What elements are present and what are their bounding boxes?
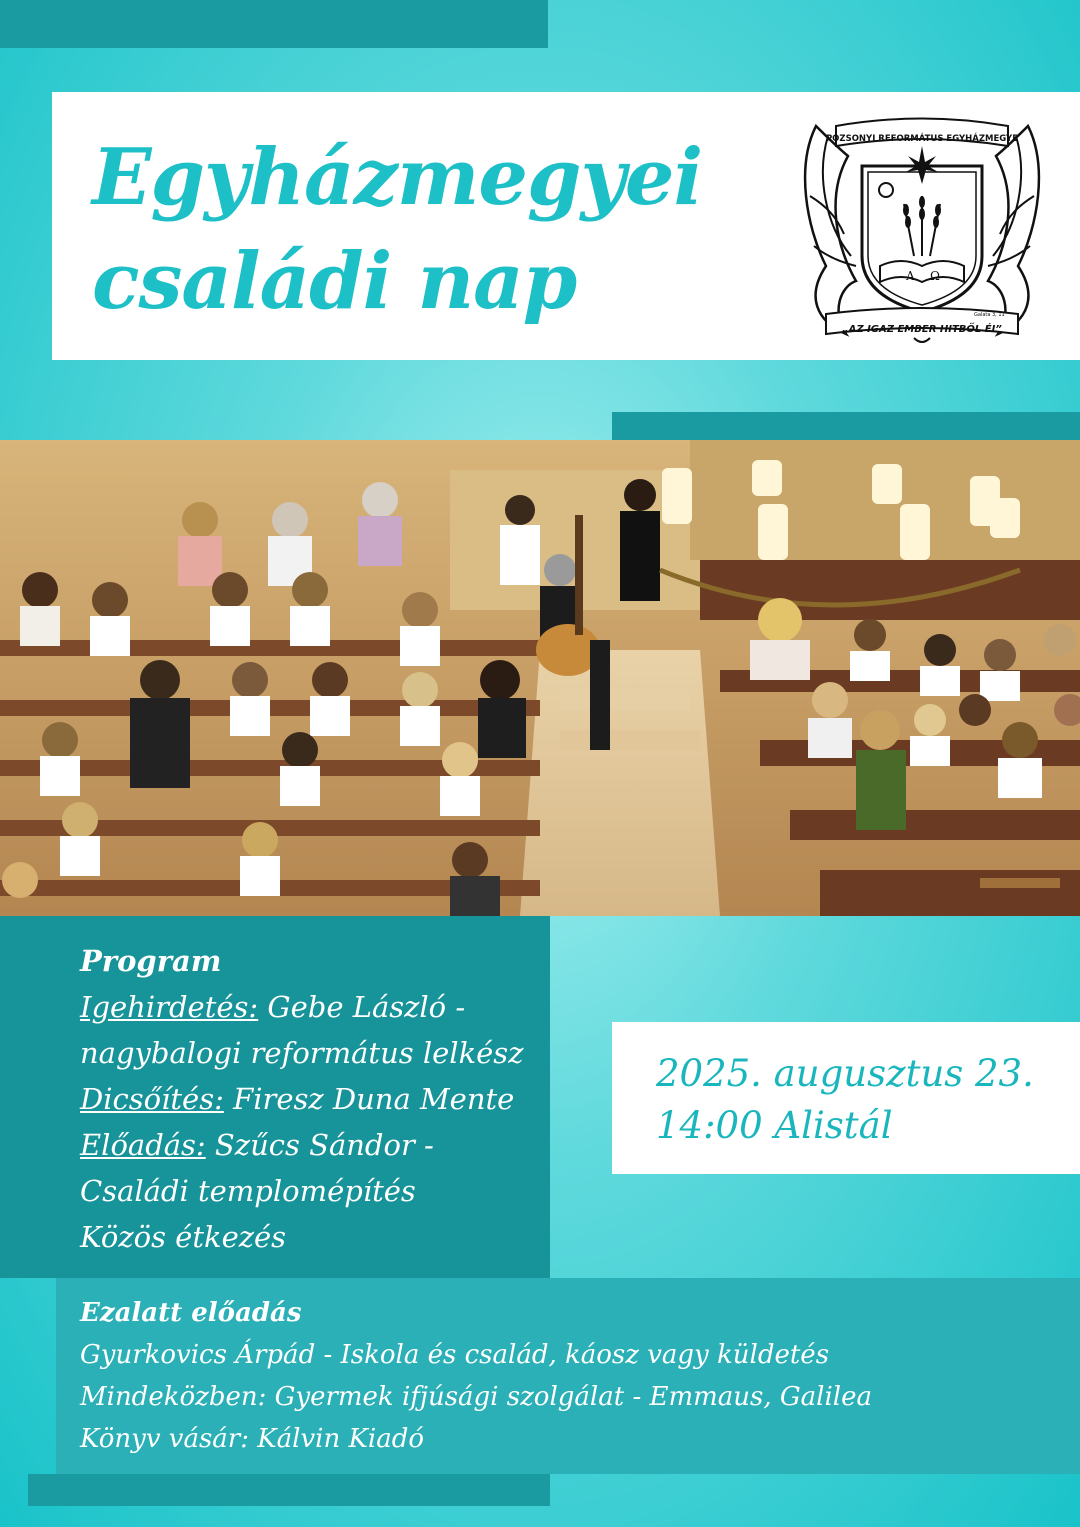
- title-line-1: Egyházmegyei: [92, 132, 703, 223]
- event-time-place: 14:00 Alistál: [656, 1104, 893, 1147]
- program-label: Igehirdetés:: [80, 990, 259, 1024]
- extra-panel: [56, 1278, 1080, 1474]
- program-line: [80, 1076, 523, 1122]
- program-line: [80, 1122, 523, 1168]
- church-congregation-photo: [0, 440, 1080, 916]
- program-line: [80, 1214, 523, 1260]
- program-text: Szűcs Sándor -: [205, 1128, 434, 1162]
- program-text: Firesz Duna Mente: [223, 1082, 515, 1116]
- date-panel: [612, 1022, 1080, 1174]
- program-line: [80, 984, 523, 1030]
- title-line-2: családi nap: [92, 236, 577, 327]
- program-text: Gebe László -: [258, 990, 466, 1024]
- title-panel: [52, 92, 1080, 360]
- extra-line: Könyv vásár: Kálvin Kiadó: [80, 1424, 425, 1454]
- crest-top-text: POZSONYI REFORMÁTUS EGYHÁZMEGYE: [825, 134, 1019, 144]
- event-date: 2025. augusztus 23.: [656, 1052, 1034, 1095]
- program-text: Családi templomépítés: [80, 1174, 416, 1208]
- program-heading: Program: [80, 944, 222, 978]
- top-accent-bar: [0, 0, 548, 48]
- extra-line: Mindeközben: Gyermek ifjúsági szolgálat - Emmaus, Galilea: [80, 1382, 873, 1412]
- coat-of-arms-icon: [796, 106, 1048, 350]
- event-details: [656, 1048, 1034, 1152]
- program-line: [80, 1168, 523, 1214]
- program-label: Előadás:: [80, 1128, 206, 1162]
- program-panel: [0, 916, 550, 1278]
- bottom-accent-bar: [28, 1474, 550, 1506]
- crest-reference: Galata 3, 11: [974, 312, 1005, 318]
- program-list: [80, 938, 523, 1260]
- poster-title: [92, 126, 702, 334]
- program-line: [80, 1030, 523, 1076]
- program-label: Dicsőítés:: [80, 1082, 224, 1116]
- program-text: nagybalogi református lelkész: [80, 1036, 524, 1070]
- crest-motto: „AZ IGAZ EMBER HITBŐL ÉL”: [842, 324, 1002, 335]
- photo-accent-bar: [612, 412, 1080, 442]
- svg-text:A: A: [906, 269, 915, 283]
- svg-text:Ω: Ω: [930, 269, 940, 283]
- extra-list: [80, 1292, 872, 1460]
- extra-line: Gyurkovics Árpád - Iskola és család, káosz vagy küldetés: [80, 1340, 830, 1370]
- extra-heading: Ezalatt előadás: [80, 1298, 302, 1328]
- program-text: Közös étkezés: [80, 1220, 287, 1254]
